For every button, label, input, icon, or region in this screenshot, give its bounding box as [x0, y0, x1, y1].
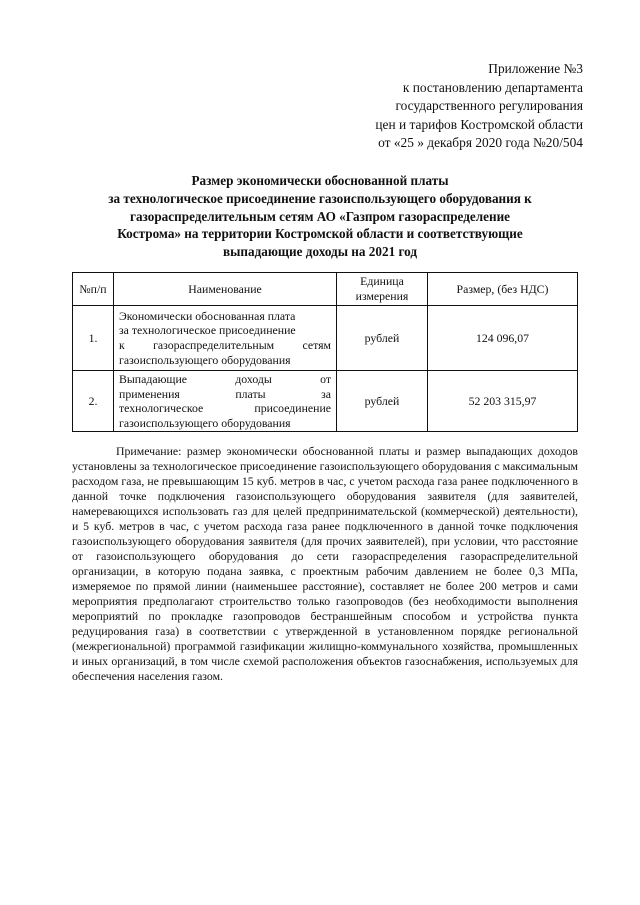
header-unit	[337, 273, 428, 306]
row-unit: рублей	[337, 371, 428, 432]
table-row	[73, 371, 578, 432]
title-line: выпадающие доходы на 2021 год	[222, 244, 418, 260]
appendix-line: Приложение №3	[488, 61, 583, 76]
row-name-line: Выпадающие доходы от	[119, 372, 331, 386]
title-line: Размер экономически обоснованной платы	[191, 173, 449, 188]
appendix-line: от «25 » декабря 2020 года №20/504	[378, 135, 583, 151]
row-num: 2.	[73, 371, 114, 432]
row-name-line: применения платы за	[119, 386, 331, 401]
table-row	[73, 306, 578, 371]
appendix-line: цен и тарифов Костромской области	[375, 116, 583, 132]
header-value: Размер, (без НДС)	[428, 273, 578, 306]
row-name-line: газоиспользующего оборудования	[119, 415, 291, 430]
row-value: 124 096,07	[428, 306, 578, 371]
appendix-line: государственного регулирования	[395, 98, 583, 114]
row-name-line: Экономически обоснованная плата	[119, 308, 296, 323]
row-name-line: за технологическое присоединение	[119, 323, 296, 338]
header-unit-line: Единица	[360, 274, 404, 289]
row-num: 1.	[73, 306, 114, 371]
header-unit-line: измерения	[355, 289, 409, 303]
row-name-line: к газораспределительным сетям	[119, 338, 331, 352]
row-name-line: технологическое присоединение	[119, 401, 331, 416]
appendix-line: к постановлению департамента	[402, 79, 583, 95]
header-num: №п/п	[73, 273, 114, 306]
appendix-header	[283, 60, 583, 153]
row-name-line: газоиспользующего оборудования	[119, 352, 291, 367]
table-header-row	[73, 273, 578, 306]
row-value: 52 203 315,97	[428, 371, 578, 432]
note-text: Примечание: размер экономически обоснованной платы и размер выпадающих доходов установлены за технологическое присоединение газоиспользующего оборудования с максимальным расходом газа, не превышающим 15 куб. метров в час, с учетом расхода газа ранее подключенного в данной точке подключения газоиспользующего оборудования заявителя (для заявителей, намеревающихся использовать газ для целей предпринимательской (коммерческой) деятельности), и 5 куб. метров в час, с учетом расхода газа ранее подключенного в данной точке подключения газоиспользующего оборудования заявителя (для прочих заявителей), при условии, что расстояние от газоиспользующего оборудования до сети газораспределения газораспределительной организации, в которую подана заявка, с проектным рабочим давлением не более 0,3 МПа, измеряемое по прямой линии (наименьшее расстояние), составляет не более 200 метров и сами мероприятия предполагают строительство только газопроводов (без необходимости выполнения мероприятий по прокладке газопроводов бестраншейным способом и устройства пункта редуцирования газа) в соответствии с утвержденной в установленном порядке региональной (межрегиональной) программой газификации жилищно-коммунального хозяйства, промышленных и иных организаций, в том числе схемой расположения объектов газоснабжения, используемых для обеспечения населения газом.	[72, 444, 578, 683]
row-unit: рублей	[337, 306, 428, 371]
rates-table	[72, 272, 578, 432]
header-name: Наименование	[114, 273, 337, 306]
row-name	[114, 371, 337, 432]
document-title	[60, 172, 580, 261]
note-paragraph	[72, 444, 578, 684]
title-line: за технологическое присоединение газоиспользующего оборудования к	[108, 190, 532, 206]
title-line: газораспределительным сетям АО «Газпром газораспределение	[129, 208, 511, 224]
row-name	[114, 306, 337, 371]
title-line: Кострома» на территории Костромской области и соответствующие	[117, 226, 523, 242]
